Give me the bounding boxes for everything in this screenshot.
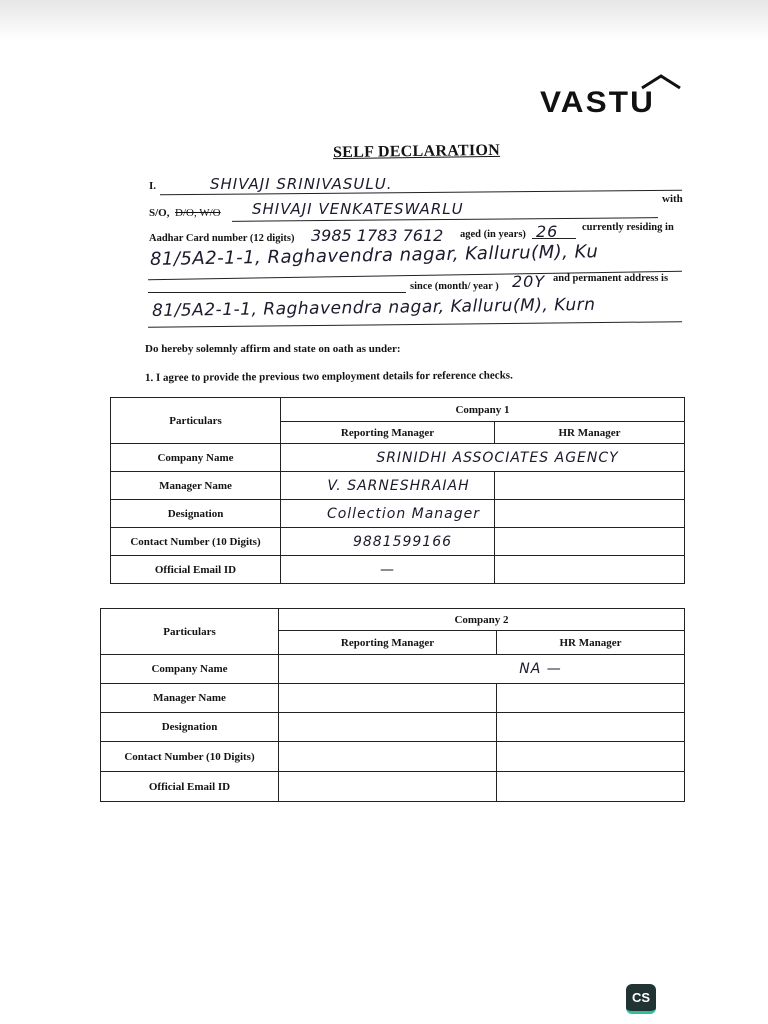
row-label: Designation [101, 713, 279, 742]
age-value: 26 [536, 222, 559, 241]
aadhar-label: Aadhar Card number (12 digits) [149, 233, 295, 244]
company2-table [100, 608, 685, 802]
house-roof-icon [640, 74, 682, 96]
hr-email-cell [497, 772, 685, 802]
vastu-logo [540, 72, 690, 122]
point-1-text: 1. I agree to provide the previous two employment details for reference checks. [144, 369, 513, 384]
hr-manager-header: HR Manager [495, 422, 685, 444]
row-label: Company Name [101, 655, 279, 684]
permanent-label: and permanent address is [553, 273, 669, 284]
affirm-text: Do hereby solemnly affirm and state on oath as under: [145, 343, 401, 355]
since-value: 20Y [512, 272, 546, 291]
manager-name-value [279, 684, 497, 713]
company1-header: Company 1 [281, 398, 685, 422]
reporting-manager-header: Reporting Manager [279, 631, 497, 655]
hr-manager-name-cell [495, 472, 685, 500]
row-label: Manager Name [101, 684, 279, 713]
age-rule [532, 238, 576, 239]
camscanner-badge: CS [626, 984, 656, 1014]
company-name-value: SRINIDHI ASSOCIATES AGENCY [281, 444, 685, 472]
i-label: I. [149, 180, 157, 192]
hr-manager-name-cell [497, 684, 685, 713]
permanent-address-rule [148, 321, 682, 328]
hr-manager-header: HR Manager [497, 631, 685, 655]
contact-number-value [279, 742, 497, 772]
hr-designation-cell [495, 500, 685, 528]
page-title: SELF DECLARATION [332, 141, 501, 162]
contact-number-value: 9881599166 [281, 528, 495, 556]
since-rule-left [148, 292, 406, 293]
row-label: Designation [111, 500, 281, 528]
name-value: SHIVAJI SRINIVASULU. [210, 175, 393, 193]
since-label: since (month/ year ) [410, 281, 499, 292]
hr-contact-cell [495, 528, 685, 556]
aadhar-value: 3985 1783 7612 [311, 226, 444, 245]
so-label: S/O, [149, 207, 170, 219]
father-name-value: SHIVAJI VENKATESWARLU [252, 200, 464, 218]
row-label: Company Name [111, 444, 281, 472]
particulars-header: Particulars [101, 609, 279, 655]
row-label: Official Email ID [111, 556, 281, 584]
row-label: Contact Number (10 Digits) [111, 528, 281, 556]
manager-name-value: V. SARNESHRAIAH [281, 472, 495, 500]
do-wo-struck: D/O, W/O [175, 207, 221, 219]
company1-table [110, 397, 685, 584]
logo-text: VASTU [540, 86, 655, 119]
permanent-address-value: 81/5A2-1-1, Raghavendra nagar, Kalluru(M), Kurn [151, 294, 596, 321]
email-value: — [281, 556, 495, 584]
row-label: Manager Name [111, 472, 281, 500]
current-address-value: 81/5A2-1-1, Raghavendra nagar, Kalluru(M), Ku [149, 241, 599, 270]
scan-shadow [0, 0, 768, 40]
reporting-manager-header: Reporting Manager [281, 422, 495, 444]
hr-designation-cell [497, 713, 685, 742]
residing-label: currently residing in [582, 222, 674, 233]
company2-header: Company 2 [279, 609, 685, 631]
company-name-value: NA — [279, 655, 685, 684]
hr-contact-cell [497, 742, 685, 772]
email-value [279, 772, 497, 802]
hr-email-cell [495, 556, 685, 584]
designation-value: Collection Manager [281, 500, 495, 528]
particulars-header: Particulars [111, 398, 281, 444]
with-text: with [662, 193, 683, 205]
designation-value [279, 713, 497, 742]
row-label: Contact Number (10 Digits) [101, 742, 279, 772]
aged-label: aged (in years) [460, 229, 526, 240]
row-label: Official Email ID [101, 772, 279, 802]
